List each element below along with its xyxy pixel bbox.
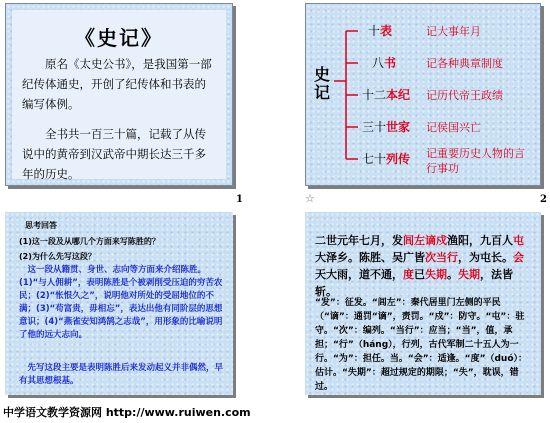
star-icon: ☆ bbox=[305, 192, 315, 205]
classical-text bbox=[315, 232, 533, 300]
category-description: 记历代帝王政绩 bbox=[426, 89, 503, 102]
category-prefix: 十二 bbox=[362, 88, 387, 102]
slide-3[interactable] bbox=[5, 212, 233, 395]
highlight-term: 会 bbox=[513, 251, 524, 264]
category-prefix: 七十 bbox=[362, 152, 387, 166]
diagram-root-label: 史记 bbox=[314, 65, 331, 102]
text-segment: 已 bbox=[414, 268, 425, 281]
slide-1-paragraph-1: 原名《太史公书》，是我国第一部纪传体通史，开创了纪传体和书表的编写体例。 bbox=[22, 57, 212, 111]
slide-3-heading: 思考回答 bbox=[25, 221, 57, 230]
highlight-term: 次当行 bbox=[425, 251, 458, 264]
gloss-notes: “发”：征发。“闾左”：秦代居里门左侧的平民（“谪”：通罚“谪”，责罚。“戍”：防守。“屯”：驻守。“次”：编列。“当行”：应当；“当”，值，承担；“行”（háng），行列，古代军制二十五人为一行。“为”：担任。当。“会”：适逢。“度”（duó）：估计。“失期”：超过规定的期限；“失”，耽误，错过。 bbox=[315, 298, 528, 392]
category-name: 表 bbox=[380, 24, 393, 38]
text-segment: 天大雨，道不通， bbox=[315, 268, 403, 281]
slide-1-page-number: 1 bbox=[236, 194, 243, 205]
category-description: 记侯国兴亡 bbox=[426, 121, 481, 134]
text-segment: ，为屯长。 bbox=[458, 251, 513, 264]
slide-2-page-number: 2 bbox=[540, 194, 547, 205]
category-description: 记大事年月 bbox=[426, 25, 481, 38]
category-name: 世家 bbox=[386, 120, 411, 134]
text-segment: ，法皆斩。 bbox=[315, 268, 513, 298]
category-name: 本纪 bbox=[386, 88, 411, 102]
category-name: 列传 bbox=[386, 152, 411, 166]
category-prefix: 八 bbox=[372, 56, 385, 70]
slide-1[interactable] bbox=[5, 3, 233, 186]
category-row-benji bbox=[362, 86, 410, 103]
highlight-term: 屯 bbox=[513, 234, 524, 247]
slide-2[interactable] bbox=[305, 3, 541, 186]
slide-1-content bbox=[12, 10, 226, 179]
slide-4[interactable] bbox=[305, 212, 541, 395]
slide-1-title: 《史记》 bbox=[75, 26, 163, 50]
category-prefix: 三十 bbox=[362, 120, 387, 134]
answer-paragraph-2: 先写这段主要是表明陈胜后来发动起义并非偶然，早有其思想根基。 bbox=[19, 363, 224, 386]
highlight-term: 度 bbox=[403, 268, 414, 281]
category-name: 书 bbox=[384, 56, 397, 70]
text-segment: 大泽乡。陈胜、吴广皆 bbox=[315, 251, 425, 264]
text-segment: 渔阳，九百人 bbox=[447, 234, 513, 247]
highlight-term: 闾左谪戍 bbox=[403, 234, 447, 247]
category-description: 记重要历史人物的言行事功 bbox=[426, 147, 525, 175]
category-row-shu bbox=[372, 54, 396, 71]
highlight-term: 失期 bbox=[425, 268, 447, 281]
category-row-biao bbox=[368, 22, 392, 39]
text-segment: 。 bbox=[447, 268, 458, 281]
category-row-liezhuan bbox=[362, 150, 410, 167]
category-row-shijia bbox=[362, 118, 410, 135]
footer-site-label: 中学语文教学资源网 http://www.ruiwen.com bbox=[3, 406, 251, 419]
slide-1-paragraph-2: 全书共一百三十篇，记载了从传说中的黄帝到汉武帝中期长达三千多年的历史。 bbox=[22, 127, 206, 181]
highlight-term: 失期 bbox=[458, 268, 480, 281]
answer-paragraph-1: 这一段从籍贯、身世、志向等方面来介绍陈胜。(1)“与人佣耕”，表明陈胜是个被剥削受压迫的穷苦农民；(2)“怅恨久之”，说明他对所处的受屈地位的不满；(3)“苟富贵，毋相忘”，表达出他有同阶层的思想意识；(4)“燕雀安知鸿鹄之志哉”，用形象的比喻说明了他的远大志向。 bbox=[19, 265, 223, 340]
text-segment: 二世元年七月，发 bbox=[315, 234, 403, 247]
category-description: 记各种典章制度 bbox=[426, 57, 503, 70]
category-prefix: 十 bbox=[368, 24, 381, 38]
question-1: (1)这一段及从哪几个方面来写陈胜的？ bbox=[19, 237, 160, 246]
question-2: (2)为什么先写这段？ bbox=[19, 252, 96, 261]
